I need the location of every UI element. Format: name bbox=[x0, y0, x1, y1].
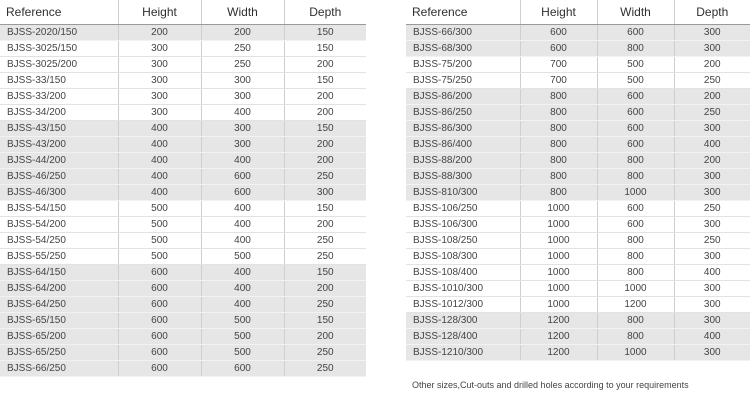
width-cell: 600 bbox=[597, 105, 674, 121]
table-row bbox=[406, 57, 750, 73]
height-cell: 1200 bbox=[520, 345, 597, 361]
table-row bbox=[0, 217, 366, 233]
depth-cell: 250 bbox=[284, 169, 366, 185]
table-row bbox=[0, 281, 366, 297]
table-row bbox=[0, 201, 366, 217]
header-reference: Reference bbox=[0, 0, 118, 25]
width-cell: 600 bbox=[597, 121, 674, 137]
width-cell: 400 bbox=[201, 153, 284, 169]
depth-cell: 300 bbox=[674, 281, 750, 297]
table-row bbox=[0, 89, 366, 105]
table-row bbox=[0, 25, 366, 41]
height-cell: 400 bbox=[118, 185, 201, 201]
height-cell: 1200 bbox=[520, 329, 597, 345]
height-cell: 1000 bbox=[520, 297, 597, 313]
width-cell: 250 bbox=[201, 41, 284, 57]
reference-cell: BJSS-108/250 bbox=[406, 233, 520, 249]
height-cell: 500 bbox=[118, 233, 201, 249]
height-cell: 600 bbox=[118, 281, 201, 297]
header-depth: Depth bbox=[674, 0, 750, 25]
table-row bbox=[0, 153, 366, 169]
depth-cell: 200 bbox=[284, 153, 366, 169]
depth-cell: 150 bbox=[284, 313, 366, 329]
height-cell: 1000 bbox=[520, 233, 597, 249]
width-cell: 400 bbox=[201, 217, 284, 233]
reference-cell: BJSS-46/250 bbox=[0, 169, 118, 185]
right-dimensions-table bbox=[406, 0, 750, 361]
width-cell: 250 bbox=[201, 57, 284, 73]
height-cell: 1000 bbox=[520, 281, 597, 297]
header-depth: Depth bbox=[284, 0, 366, 25]
depth-cell: 300 bbox=[674, 313, 750, 329]
width-cell: 800 bbox=[597, 249, 674, 265]
depth-cell: 300 bbox=[674, 41, 750, 57]
height-cell: 600 bbox=[118, 265, 201, 281]
width-cell: 1000 bbox=[597, 345, 674, 361]
height-cell: 400 bbox=[118, 169, 201, 185]
table-row bbox=[0, 265, 366, 281]
height-cell: 600 bbox=[118, 297, 201, 313]
reference-cell: BJSS-34/200 bbox=[0, 105, 118, 121]
width-cell: 400 bbox=[201, 105, 284, 121]
reference-cell: BJSS-46/300 bbox=[0, 185, 118, 201]
depth-cell: 200 bbox=[284, 329, 366, 345]
height-cell: 800 bbox=[520, 121, 597, 137]
reference-cell: BJSS-128/400 bbox=[406, 329, 520, 345]
height-cell: 800 bbox=[520, 89, 597, 105]
width-cell: 500 bbox=[201, 329, 284, 345]
left-dimensions-table bbox=[0, 0, 366, 377]
table-row bbox=[0, 137, 366, 153]
reference-cell: BJSS-64/150 bbox=[0, 265, 118, 281]
height-cell: 1200 bbox=[520, 313, 597, 329]
reference-cell: BJSS-106/300 bbox=[406, 217, 520, 233]
height-cell: 400 bbox=[118, 137, 201, 153]
reference-cell: BJSS-2020/150 bbox=[0, 25, 118, 41]
table-row bbox=[406, 137, 750, 153]
depth-cell: 250 bbox=[674, 105, 750, 121]
depth-cell: 200 bbox=[284, 57, 366, 73]
reference-cell: BJSS-66/250 bbox=[0, 361, 118, 377]
width-cell: 200 bbox=[201, 25, 284, 41]
reference-cell: BJSS-88/300 bbox=[406, 169, 520, 185]
header-reference: Reference bbox=[406, 0, 520, 25]
reference-cell: BJSS-33/200 bbox=[0, 89, 118, 105]
table-row bbox=[0, 345, 366, 361]
depth-cell: 250 bbox=[674, 201, 750, 217]
depth-cell: 250 bbox=[284, 361, 366, 377]
width-cell: 800 bbox=[597, 153, 674, 169]
reference-cell: BJSS-44/200 bbox=[0, 153, 118, 169]
reference-cell: BJSS-86/300 bbox=[406, 121, 520, 137]
depth-cell: 150 bbox=[284, 121, 366, 137]
depth-cell: 400 bbox=[674, 137, 750, 153]
height-cell: 400 bbox=[118, 121, 201, 137]
width-cell: 600 bbox=[597, 89, 674, 105]
reference-cell: BJSS-88/200 bbox=[406, 153, 520, 169]
height-cell: 600 bbox=[118, 329, 201, 345]
table-row bbox=[0, 41, 366, 57]
depth-cell: 300 bbox=[674, 249, 750, 265]
width-cell: 400 bbox=[201, 297, 284, 313]
reference-cell: BJSS-43/150 bbox=[0, 121, 118, 137]
header-row bbox=[0, 0, 366, 25]
depth-cell: 200 bbox=[284, 105, 366, 121]
table-row bbox=[406, 217, 750, 233]
height-cell: 800 bbox=[520, 169, 597, 185]
width-cell: 400 bbox=[201, 265, 284, 281]
width-cell: 600 bbox=[201, 185, 284, 201]
width-cell: 600 bbox=[597, 201, 674, 217]
width-cell: 500 bbox=[597, 57, 674, 73]
height-cell: 600 bbox=[118, 361, 201, 377]
reference-cell: BJSS-1012/300 bbox=[406, 297, 520, 313]
depth-cell: 200 bbox=[674, 57, 750, 73]
right-table-body bbox=[406, 25, 750, 361]
header-row bbox=[406, 0, 750, 25]
height-cell: 800 bbox=[520, 105, 597, 121]
height-cell: 800 bbox=[520, 185, 597, 201]
table-row bbox=[406, 233, 750, 249]
depth-cell: 300 bbox=[674, 169, 750, 185]
depth-cell: 150 bbox=[284, 265, 366, 281]
reference-cell: BJSS-64/200 bbox=[0, 281, 118, 297]
height-cell: 500 bbox=[118, 201, 201, 217]
reference-cell: BJSS-106/250 bbox=[406, 201, 520, 217]
table-row bbox=[0, 105, 366, 121]
depth-cell: 150 bbox=[284, 201, 366, 217]
depth-cell: 300 bbox=[674, 217, 750, 233]
table-row bbox=[406, 73, 750, 89]
depth-cell: 150 bbox=[284, 41, 366, 57]
reference-cell: BJSS-810/300 bbox=[406, 185, 520, 201]
width-cell: 800 bbox=[597, 265, 674, 281]
width-cell: 300 bbox=[201, 89, 284, 105]
height-cell: 1000 bbox=[520, 217, 597, 233]
depth-cell: 300 bbox=[674, 121, 750, 137]
depth-cell: 300 bbox=[674, 25, 750, 41]
reference-cell: BJSS-64/250 bbox=[0, 297, 118, 313]
reference-cell: BJSS-54/250 bbox=[0, 233, 118, 249]
width-cell: 600 bbox=[201, 361, 284, 377]
width-cell: 500 bbox=[597, 73, 674, 89]
header-width: Width bbox=[597, 0, 674, 25]
reference-cell: BJSS-86/200 bbox=[406, 89, 520, 105]
depth-cell: 300 bbox=[284, 185, 366, 201]
depth-cell: 200 bbox=[674, 153, 750, 169]
height-cell: 700 bbox=[520, 57, 597, 73]
depth-cell: 300 bbox=[674, 345, 750, 361]
depth-cell: 200 bbox=[284, 89, 366, 105]
table-row bbox=[0, 169, 366, 185]
depth-cell: 200 bbox=[284, 281, 366, 297]
width-cell: 1000 bbox=[597, 281, 674, 297]
height-cell: 1000 bbox=[520, 201, 597, 217]
reference-cell: BJSS-75/200 bbox=[406, 57, 520, 73]
depth-cell: 400 bbox=[674, 265, 750, 281]
table-row bbox=[0, 297, 366, 313]
height-cell: 600 bbox=[118, 345, 201, 361]
width-cell: 800 bbox=[597, 233, 674, 249]
table-row bbox=[406, 153, 750, 169]
table-row bbox=[406, 313, 750, 329]
table-row bbox=[0, 185, 366, 201]
table-row bbox=[406, 185, 750, 201]
height-cell: 800 bbox=[520, 137, 597, 153]
table-row bbox=[406, 105, 750, 121]
reference-cell: BJSS-86/250 bbox=[406, 105, 520, 121]
width-cell: 600 bbox=[597, 217, 674, 233]
reference-cell: BJSS-3025/200 bbox=[0, 57, 118, 73]
table-row bbox=[0, 73, 366, 89]
depth-cell: 250 bbox=[284, 345, 366, 361]
height-cell: 1000 bbox=[520, 249, 597, 265]
depth-cell: 250 bbox=[284, 233, 366, 249]
depth-cell: 200 bbox=[674, 89, 750, 105]
width-cell: 300 bbox=[201, 137, 284, 153]
table-row bbox=[0, 361, 366, 377]
height-cell: 500 bbox=[118, 217, 201, 233]
reference-cell: BJSS-65/150 bbox=[0, 313, 118, 329]
depth-cell: 200 bbox=[284, 217, 366, 233]
depth-cell: 150 bbox=[284, 25, 366, 41]
table-row bbox=[406, 249, 750, 265]
table-row bbox=[406, 121, 750, 137]
width-cell: 500 bbox=[201, 345, 284, 361]
depth-cell: 250 bbox=[674, 233, 750, 249]
width-cell: 500 bbox=[201, 249, 284, 265]
depth-cell: 250 bbox=[284, 249, 366, 265]
height-cell: 300 bbox=[118, 105, 201, 121]
width-cell: 400 bbox=[201, 281, 284, 297]
reference-cell: BJSS-108/400 bbox=[406, 265, 520, 281]
height-cell: 600 bbox=[118, 313, 201, 329]
header-height: Height bbox=[118, 0, 201, 25]
height-cell: 700 bbox=[520, 73, 597, 89]
width-cell: 600 bbox=[597, 25, 674, 41]
table-row bbox=[406, 169, 750, 185]
table-row bbox=[0, 313, 366, 329]
reference-cell: BJSS-43/200 bbox=[0, 137, 118, 153]
table-row bbox=[0, 329, 366, 345]
depth-cell: 250 bbox=[674, 73, 750, 89]
reference-cell: BJSS-128/300 bbox=[406, 313, 520, 329]
width-cell: 800 bbox=[597, 169, 674, 185]
width-cell: 600 bbox=[201, 169, 284, 185]
reference-cell: BJSS-68/300 bbox=[406, 41, 520, 57]
depth-cell: 300 bbox=[674, 185, 750, 201]
height-cell: 600 bbox=[520, 25, 597, 41]
height-cell: 300 bbox=[118, 73, 201, 89]
table-row bbox=[0, 249, 366, 265]
header-width: Width bbox=[201, 0, 284, 25]
reference-cell: BJSS-66/300 bbox=[406, 25, 520, 41]
depth-cell: 200 bbox=[284, 137, 366, 153]
height-cell: 200 bbox=[118, 25, 201, 41]
height-cell: 800 bbox=[520, 153, 597, 169]
table-row bbox=[406, 281, 750, 297]
table-row bbox=[406, 345, 750, 361]
width-cell: 300 bbox=[201, 73, 284, 89]
table-row bbox=[406, 265, 750, 281]
depth-cell: 400 bbox=[674, 329, 750, 345]
width-cell: 500 bbox=[201, 313, 284, 329]
height-cell: 1000 bbox=[520, 265, 597, 281]
reference-cell: BJSS-65/250 bbox=[0, 345, 118, 361]
header-height: Height bbox=[520, 0, 597, 25]
table-row bbox=[406, 329, 750, 345]
table-row bbox=[406, 41, 750, 57]
footnote: Other sizes,Cut-outs and drilled holes according to your requirements bbox=[412, 380, 689, 390]
width-cell: 800 bbox=[597, 41, 674, 57]
table-row bbox=[0, 233, 366, 249]
width-cell: 400 bbox=[201, 201, 284, 217]
width-cell: 800 bbox=[597, 329, 674, 345]
reference-cell: BJSS-54/150 bbox=[0, 201, 118, 217]
width-cell: 600 bbox=[597, 137, 674, 153]
height-cell: 300 bbox=[118, 57, 201, 73]
width-cell: 800 bbox=[597, 313, 674, 329]
reference-cell: BJSS-86/400 bbox=[406, 137, 520, 153]
depth-cell: 150 bbox=[284, 73, 366, 89]
width-cell: 1000 bbox=[597, 185, 674, 201]
width-cell: 1200 bbox=[597, 297, 674, 313]
left-table-body bbox=[0, 25, 366, 377]
table-row bbox=[406, 297, 750, 313]
table-row bbox=[406, 201, 750, 217]
table-row bbox=[0, 121, 366, 137]
reference-cell: BJSS-1010/300 bbox=[406, 281, 520, 297]
reference-cell: BJSS-75/250 bbox=[406, 73, 520, 89]
width-cell: 400 bbox=[201, 233, 284, 249]
height-cell: 500 bbox=[118, 249, 201, 265]
width-cell: 300 bbox=[201, 121, 284, 137]
height-cell: 400 bbox=[118, 153, 201, 169]
reference-cell: BJSS-33/150 bbox=[0, 73, 118, 89]
reference-cell: BJSS-3025/150 bbox=[0, 41, 118, 57]
depth-cell: 250 bbox=[284, 297, 366, 313]
reference-cell: BJSS-55/250 bbox=[0, 249, 118, 265]
depth-cell: 300 bbox=[674, 297, 750, 313]
reference-cell: BJSS-65/200 bbox=[0, 329, 118, 345]
reference-cell: BJSS-108/300 bbox=[406, 249, 520, 265]
height-cell: 300 bbox=[118, 41, 201, 57]
reference-cell: BJSS-54/200 bbox=[0, 217, 118, 233]
table-row bbox=[406, 89, 750, 105]
height-cell: 300 bbox=[118, 89, 201, 105]
height-cell: 600 bbox=[520, 41, 597, 57]
table-row bbox=[0, 57, 366, 73]
table-row bbox=[406, 25, 750, 41]
reference-cell: BJSS-1210/300 bbox=[406, 345, 520, 361]
